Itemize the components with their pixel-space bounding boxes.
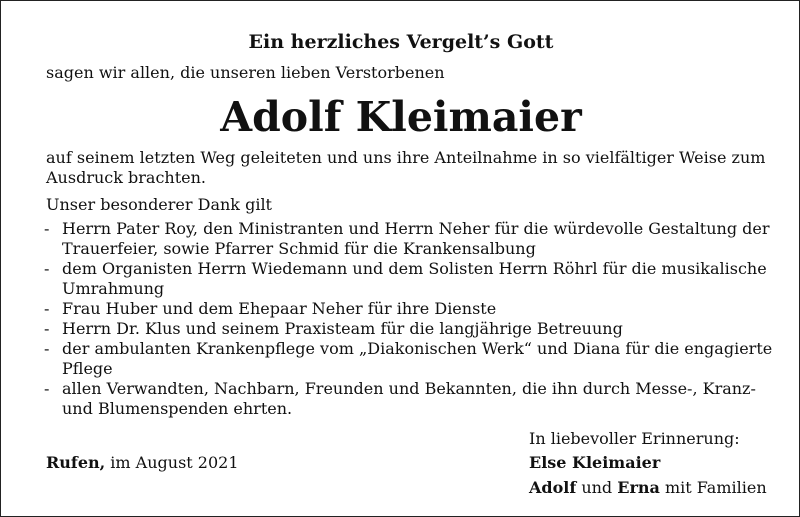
signoff-line-1 <box>529 453 660 473</box>
signoff-name-erna: Erna <box>617 478 660 497</box>
list-item: - Frau Huber und dem Ehepaar Neher für ihre Dienste <box>41 299 781 319</box>
signoff-families: mit Familien <box>659 478 767 497</box>
intro-line: sagen wir allen, die unseren lieben Verstorbenen <box>46 63 445 82</box>
thanks-intro: Unser besonderer Dank gilt <box>46 195 272 214</box>
thanks-list <box>41 219 781 419</box>
signoff-and: und <box>576 478 618 497</box>
list-item: - dem Organisten Herrn Wiedemann und dem Solisten Herrn Röhrl für die musikalische Umrahmung <box>41 259 781 299</box>
list-item: - Herrn Dr. Klus und seinem Praxisteam für die langjährige Betreuung <box>41 319 781 339</box>
signoff-line-2 <box>529 478 767 498</box>
list-item: - Herrn Pater Roy, den Ministranten und Herrn Neher für die würdevolle Gestaltung der Trauerfeier, sowie Pfarrer Schmid für die Krankensalbung <box>41 219 781 259</box>
signoff-name-else: Else Kleimaier <box>529 453 661 472</box>
signoff-greeting: In liebevoller Erinnerung: <box>529 429 740 448</box>
gratitude-paragraph: auf seinem letzten Weg geleiteten und uns ihre Anteilnahme in so vielfältiger Weise zum Ausdruck brachten. <box>46 148 766 187</box>
place-date <box>46 453 239 473</box>
date: im August 2021 <box>105 453 239 472</box>
deceased-name: Adolf Kleimaier <box>220 93 582 141</box>
list-item: - allen Verwandten, Nachbarn, Freunden und Bekannten, die ihn durch Messe-, Kranz- und Blumenspenden ehrten. <box>41 379 781 419</box>
signoff-name-adolf: Adolf <box>529 478 577 497</box>
notice-heading: Ein herzliches Vergelt’s Gott <box>248 31 554 53</box>
list-item: - der ambulanten Krankenpflege vom „Diakonischen Werk“ und Diana für die engagierte Pflege <box>41 339 781 379</box>
place: Rufen, <box>46 453 106 472</box>
